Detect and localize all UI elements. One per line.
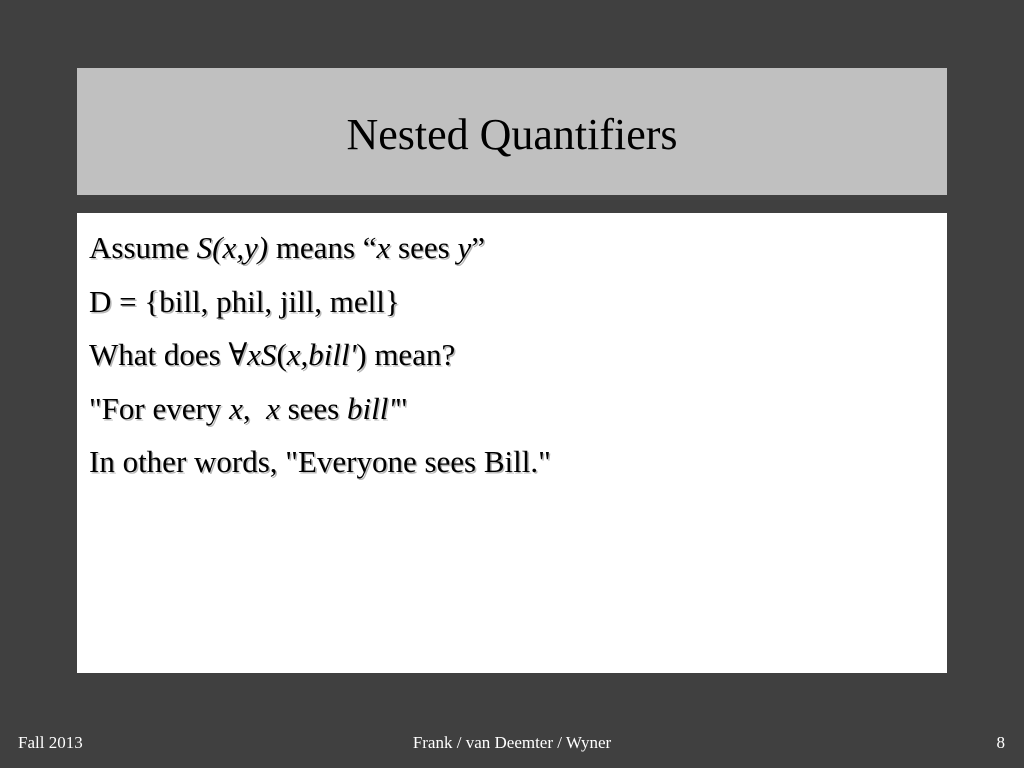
text-run: sees xyxy=(390,230,458,265)
text-run: Assume xyxy=(89,230,197,265)
text-run: ( xyxy=(276,337,287,372)
footer-page-number: 8 xyxy=(996,733,1005,752)
footer-date: Fall 2013 xyxy=(18,733,83,752)
italic-text-run: x xyxy=(229,390,243,426)
content-line-5 xyxy=(89,435,551,489)
slide-title: Nested Quantifiers xyxy=(346,110,678,159)
content-line-3 xyxy=(89,328,551,382)
content-line-1 xyxy=(89,221,551,275)
text-run: "For every xyxy=(89,390,230,426)
italic-text-run: x xyxy=(266,390,280,426)
italic-text-run: y xyxy=(457,230,472,265)
content-lines xyxy=(89,221,551,489)
text-run: , xyxy=(242,390,267,426)
title-panel xyxy=(77,68,947,195)
text-run: sees xyxy=(279,390,347,426)
footer-authors: Frank / van Deemter / Wyner xyxy=(412,733,612,752)
text-run: In other words, "Everyone sees Bill." xyxy=(89,444,551,479)
text-run: ) mean? xyxy=(356,337,456,372)
content-line-2 xyxy=(89,275,551,329)
text-run: D = {bill, phil, jill, mell} xyxy=(89,283,400,319)
text-run: " xyxy=(394,390,408,426)
content-panel xyxy=(77,213,947,673)
italic-text-run: S(x,y) xyxy=(196,230,269,265)
text-run: means “ xyxy=(268,230,377,265)
italic-text-run: xS xyxy=(247,337,277,372)
text-run: What does ∀ xyxy=(89,337,248,372)
italic-text-run: x xyxy=(376,230,391,265)
text-run: ” xyxy=(471,230,485,265)
content-line-4 xyxy=(89,382,551,436)
italic-text-run: bill' xyxy=(347,390,395,426)
italic-text-run: x,bill' xyxy=(286,337,357,372)
